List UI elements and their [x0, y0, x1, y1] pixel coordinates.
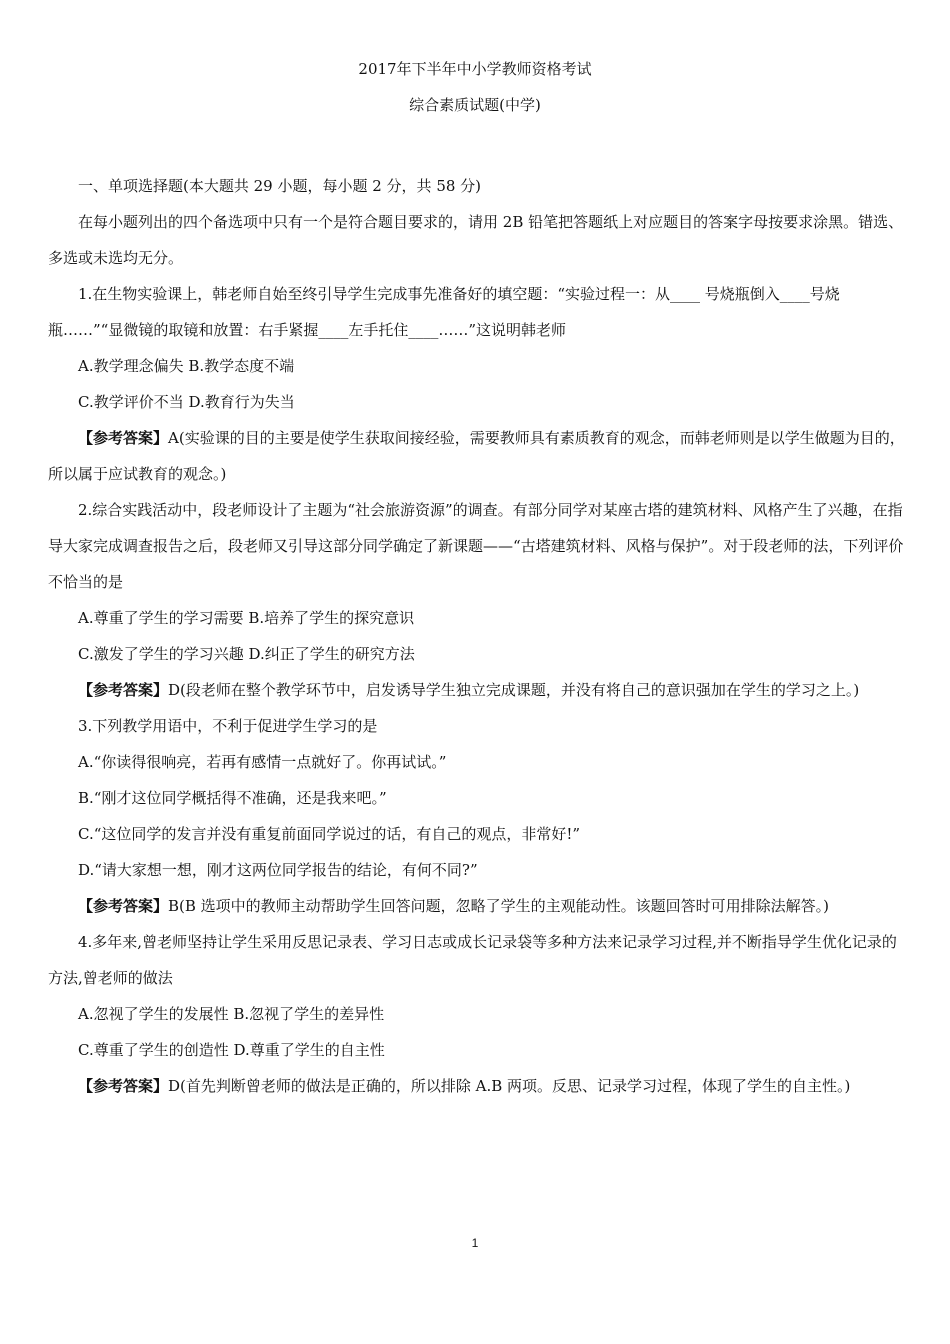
- question-options: A.尊重了学生的学习需要 B.培养了学生的探究意识: [78, 609, 415, 627]
- answer-label: 【参考答案】: [78, 1077, 169, 1095]
- answer-text: D(段老师在整个教学环节中，启发诱导学生独立完成课题，并没有将自己的意识强加在学生的学习之上。): [168, 681, 860, 699]
- reference-answer: [48, 888, 906, 924]
- answer-label: 【参考答案】: [78, 429, 169, 447]
- question-stem: 4.多年来,曾老师坚持让学生采用反思记录表、学习日志或成长记录袋等多种方法来记录学习过程,并不断指导学生优化记录的方法,曾老师的做法: [48, 933, 897, 987]
- exam-title: 2017年下半年中小学教师资格考试: [358, 60, 592, 78]
- answer-text: B(B 选项中的教师主动帮助学生回答问题，忽略了学生的主观能动性。该题回答时可用排除法解答。): [168, 897, 830, 915]
- question-3: [48, 708, 906, 924]
- answer-text: A(实验课的目的主要是使学生获取间接经验，需要教师具有素质教育的观念，而韩老师则是以学生做题为目的，所以属于应试教育的观念。): [48, 429, 905, 483]
- exam-subtitle: 综合素质试题(中学): [409, 96, 541, 114]
- question-stem: 3.下列教学用语中，不利于促进学生学习的是: [78, 717, 378, 735]
- question-4: [48, 924, 906, 1104]
- answer-text: D(首先判断曾老师的做法是正确的，所以排除 A.B 两项。反思、记录学习过程，体现了学生的自主性。): [168, 1077, 851, 1095]
- question-options: A.忽视了学生的发展性 B.忽视了学生的差异性: [78, 1005, 385, 1023]
- answer-label: 【参考答案】: [78, 681, 169, 699]
- question-options: C.尊重了学生的创造性 D.尊重了学生的自主性: [78, 1041, 385, 1059]
- question-1: [48, 276, 906, 492]
- answer-label: 【参考答案】: [78, 897, 169, 915]
- question-option: B.“刚才这位同学概括得不准确，还是我来吧。”: [78, 789, 387, 807]
- page-number: 1: [471, 1236, 479, 1250]
- question-stem: 1.在生物实验课上，韩老师自始至终引导学生完成事先准备好的填空题：“实验过程一：从____ 号烧瓶倒入____号烧瓶……”“显微镜的取镜和放置：右手紧握____左手托住____……”这说明韩老师: [48, 285, 840, 339]
- section-instructions: 在每小题列出的四个备选项中只有一个是符合题目要求的，请用 2B 铅笔把答题纸上对应题目的答案字母按要求涂黑。错选、多选或未选均无分。: [48, 213, 904, 267]
- question-option: D.“请大家想一想，刚才这两位同学报告的结论，有何不同?”: [78, 861, 478, 879]
- document-body: [48, 168, 906, 1104]
- question-option: A.“你读得很响亮，若再有感情一点就好了。你再试试。”: [78, 753, 447, 771]
- question-options: A.教学理念偏失 B.教学态度不端: [78, 357, 295, 375]
- reference-answer: [48, 1068, 906, 1104]
- reference-answer: [48, 420, 906, 492]
- question-stem: 2.综合实践活动中，段老师设计了主题为“社会旅游资源”的调查。有部分同学对某座古塔的建筑材料、风格产生了兴趣，在指导大家完成调查报告之后，段老师又引导这部分同学确定了新课题——“古塔建筑材料、风格与保护”。对于段老师的法，下列评价不恰当的是: [48, 501, 904, 591]
- question-options: C.激发了学生的学习兴趣 D.纠正了学生的研究方法: [78, 645, 415, 663]
- reference-answer: [48, 672, 906, 708]
- question-options: C.教学评价不当 D.教育行为失当: [78, 393, 295, 411]
- question-2: [48, 492, 906, 708]
- question-option: C.“这位同学的发言并没有重复前面同学说过的话，有自己的观点，非常好!”: [78, 825, 581, 843]
- section-heading: 一、单项选择题(本大题共 29 小题，每小题 2 分，共 58 分): [78, 177, 482, 195]
